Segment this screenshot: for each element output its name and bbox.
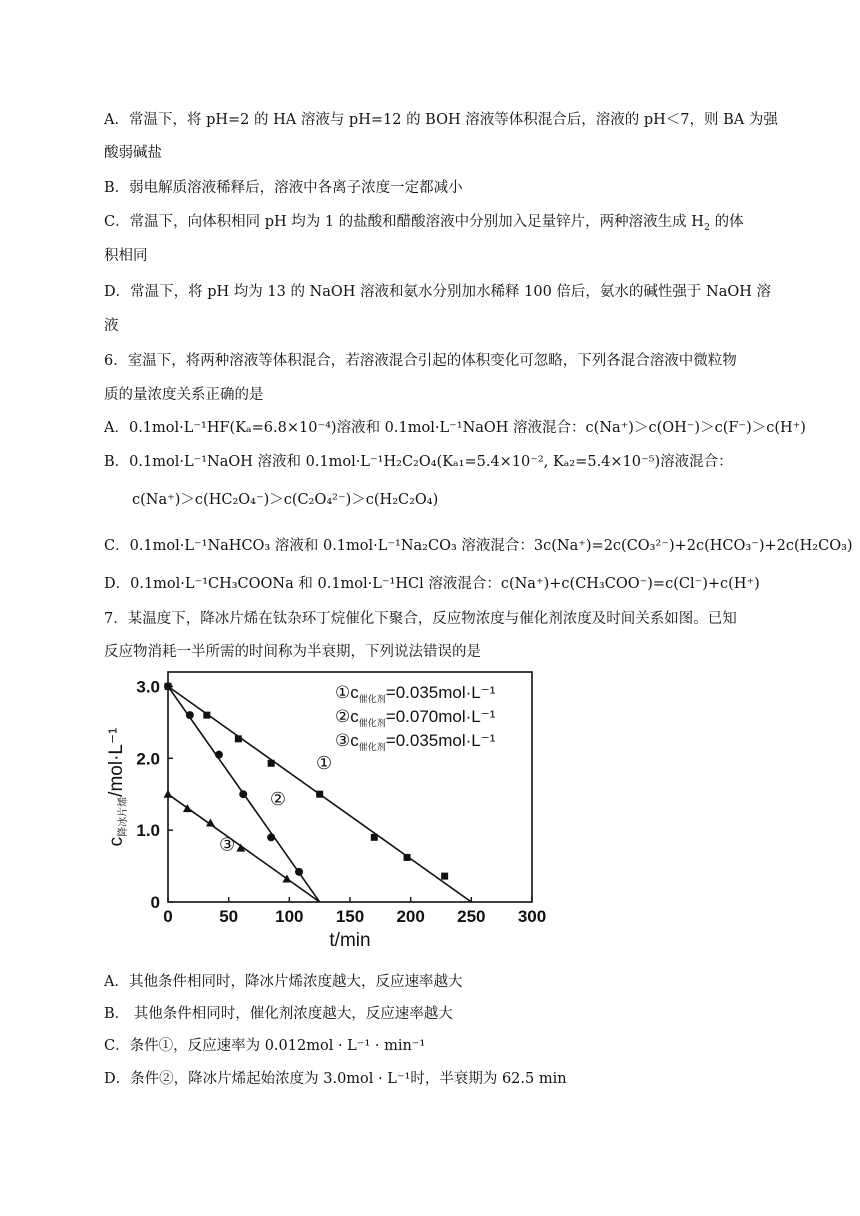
q5-option-a-line1: A．常温下，将 pH=2 的 HA 溶液与 pH=12 的 BOH 溶液等体积混合后，溶液的 pH＜7，则 BA 为强 [104,112,778,128]
q6-option-d: D．0.1mol·L⁻¹CH₃COONa 和 0.1mol·L⁻¹HCl 溶液混合：c(Na⁺)+c(CH₃COO⁻)=c(Cl⁻)+c(H⁺) [104,576,760,592]
q7-option-c: C．条件①，反应速率为 0.012mol · L⁻¹ · min⁻¹ [104,1038,426,1054]
x-tick-label: 250 [457,907,486,926]
data-point-square [203,712,210,719]
q5-option-a-line2: 酸弱碱盐 [104,145,162,161]
q7-option-b: B． 其他条件相同时，催化剂浓度越大，反应速率越大 [104,1006,453,1022]
y-tick-label: 2.0 [136,749,160,769]
series-label-3: ③ [218,834,236,855]
data-point-circle [186,711,194,719]
q6-option-a: A．0.1mol·L⁻¹HF(Kₐ=6.8×10⁻⁴)溶液和 0.1mol·L⁻¹NaOH 溶液混合：c(Na⁺)＞c(OH⁻)＞c(F⁻)＞c(H⁺) [104,420,806,436]
data-point-circle [239,790,247,798]
q7-stem-line1: 7．某温度下，降冰片烯在钛杂环丁烷催化下聚合，反应物浓度与催化剂浓度及时间关系如图。已知 [104,611,737,627]
x-tick-label: 150 [335,907,365,926]
y-tick-label: 3.0 [136,677,160,697]
q7-option-d: D．条件②，降冰片烯起始浓度为 3.0mol · L⁻¹时，半衰期为 62.5 min [104,1071,567,1087]
concentration-time-chart [100,664,560,954]
series-label-2: ② [269,788,287,809]
data-point-circle [295,868,303,876]
legend-entry: $③c_{催化剂}=0.035mol\cdot L^{-1}$ [335,731,496,752]
y-axis-label: $c_{降冰片烯}/mol\cdot L^{-1}$ [106,727,129,847]
q6-option-c: C．0.1mol·L⁻¹NaHCO₃ 溶液和 0.1mol·L⁻¹Na₂CO₃ 溶液混合：3c(Na⁺)=2c(CO₃²⁻)+2c(HCO₃⁻)+2c(H₂CO₃) [104,538,853,554]
data-point-circle [267,833,275,841]
q6-option-b-line2: c(Na⁺)＞c(HC₂O₄⁻)＞c(C₂O₄²⁻)＞c(H₂C₂O₄) [132,492,439,508]
q7-option-a: A．其他条件相同时，降冰片烯浓度越大，反应速率越大 [104,974,463,990]
q5-option-d-line2: 液 [104,318,119,334]
data-point-circle [164,682,172,690]
data-point-triangle [164,790,173,798]
x-axis-label: t/min [329,930,371,951]
legend-entry: $②c_{催化剂}=0.070mol\cdot L^{-1}$ [335,707,496,728]
legend-entry: $①c_{催化剂}=0.035mol\cdot L^{-1}$ [335,683,496,704]
q5-option-c-line1: C．常温下，向体积相同 pH 均为 1 的盐酸和醋酸溶液中分别加入足量锌片，两种溶液生成 $H_2$ 的体 [104,214,744,233]
chart-axes [106,672,546,951]
data-point-square [268,760,275,767]
x-tick-label: 200 [396,907,425,926]
q5-option-d-line1: D．常温下，将 pH 均为 13 的 NaOH 溶液和氨水分别加水稀释 100 倍后，氨水的碱性强于 NaOH 溶 [104,284,771,300]
data-point-square [441,873,448,880]
q6-stem-line2: 质的量浓度关系正确的是 [104,387,264,403]
data-point-circle [215,751,223,759]
data-point-square [404,854,411,861]
x-tick-label: 0 [163,907,173,926]
y-tick-label: 1.0 [136,821,160,841]
x-tick-label: 300 [517,907,547,926]
data-point-square [235,735,242,742]
x-tick-label: 100 [275,907,304,926]
data-point-square [316,791,323,798]
q7-stem-line2: 反应物消耗一半所需的时间称为半衰期，下列说法错误的是 [104,644,481,660]
q6-stem-line1: 6．室温下，将两种溶液等体积混合，若溶液混合引起的体积变化可忽略，下列各混合溶液中微粒物 [104,353,737,369]
series-label-1: ① [316,753,333,774]
data-point-square [371,834,378,841]
y-tick-label: 0 [150,893,160,912]
q6-option-b-line1: B．0.1mol·L⁻¹NaOH 溶液和 0.1mol·L⁻¹H₂C₂O₄(Kₐ₁=5.4×10⁻², Kₐ₂=5.4×10⁻⁵)溶液混合： [104,454,733,470]
q5-option-b: B．弱电解质溶液稀释后，溶液中各离子浓度一定都减小 [104,180,463,196]
q5-option-c-line2: 积相同 [104,248,148,264]
x-tick-label: 50 [219,907,239,926]
